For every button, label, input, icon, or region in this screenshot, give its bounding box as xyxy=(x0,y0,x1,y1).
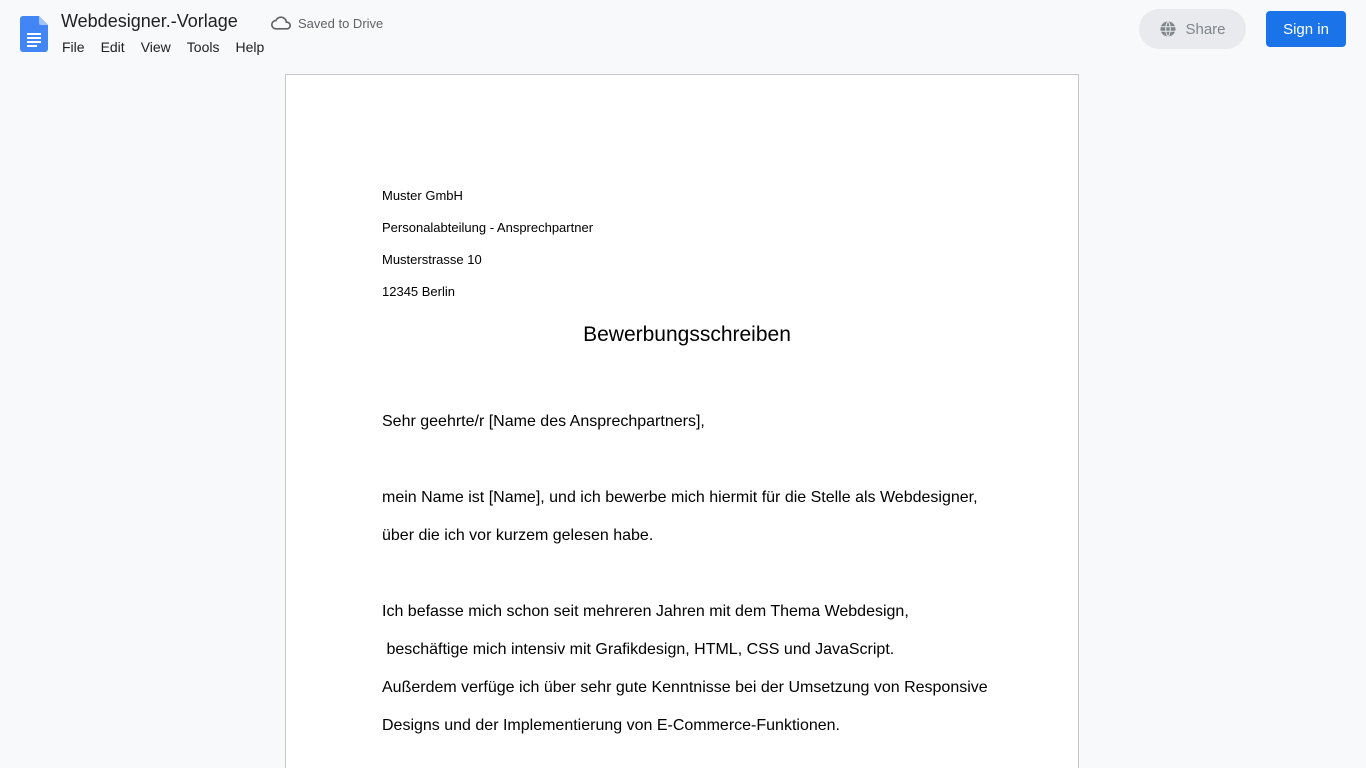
sign-in-button[interactable]: Sign in xyxy=(1266,11,1346,47)
document-canvas[interactable] xyxy=(0,64,1366,768)
address-department: Personalabteilung - Ansprechpartner xyxy=(382,220,594,235)
address-company: Muster GmbH xyxy=(382,188,463,203)
menu-edit[interactable]: Edit xyxy=(100,39,125,55)
share-button[interactable] xyxy=(1139,9,1246,49)
docs-header xyxy=(0,0,1366,64)
menu-help[interactable]: Help xyxy=(235,39,265,55)
paragraph2-line: Außerdem verfüge ich über sehr gute Kenntnisse bei der Umsetzung von Responsive xyxy=(382,679,988,696)
save-status-label: Saved to Drive xyxy=(298,15,384,31)
menubar xyxy=(54,36,272,58)
globe-icon xyxy=(1159,20,1177,38)
share-label: Share xyxy=(1185,20,1226,38)
paragraph2-line: Designs und der Implementierung von E-Commerce-Funktionen. xyxy=(382,717,840,734)
paragraph1-line: mein Name ist [Name], und ich bewerbe mich hiermit für die Stelle als Webdesigner, xyxy=(382,489,978,506)
menu-tools[interactable]: Tools xyxy=(186,39,220,55)
document-heading: Bewerbungsschreiben xyxy=(583,323,791,346)
paragraph1-line: über die ich vor kurzem gelesen habe. xyxy=(382,527,654,544)
save-status[interactable] xyxy=(271,13,383,33)
google-docs-logo-icon[interactable] xyxy=(20,16,48,52)
greeting-line: Sehr geehrte/r [Name des Ansprechpartners], xyxy=(382,413,705,430)
address-street: Musterstrasse 10 xyxy=(382,252,482,267)
menu-file[interactable]: File xyxy=(62,39,85,55)
cloud-done-icon xyxy=(271,13,291,33)
document-title[interactable]: Webdesigner.-Vorlage xyxy=(61,11,238,31)
address-city: 12345 Berlin xyxy=(382,284,455,299)
paragraph2-line: beschäftige mich intensiv mit Grafikdesign, HTML, CSS und JavaScript. xyxy=(382,641,895,658)
paragraph2-line: Ich befasse mich schon seit mehreren Jahren mit dem Thema Webdesign, xyxy=(382,603,909,620)
menu-view[interactable]: View xyxy=(140,39,171,55)
document-page[interactable] xyxy=(285,74,1079,768)
